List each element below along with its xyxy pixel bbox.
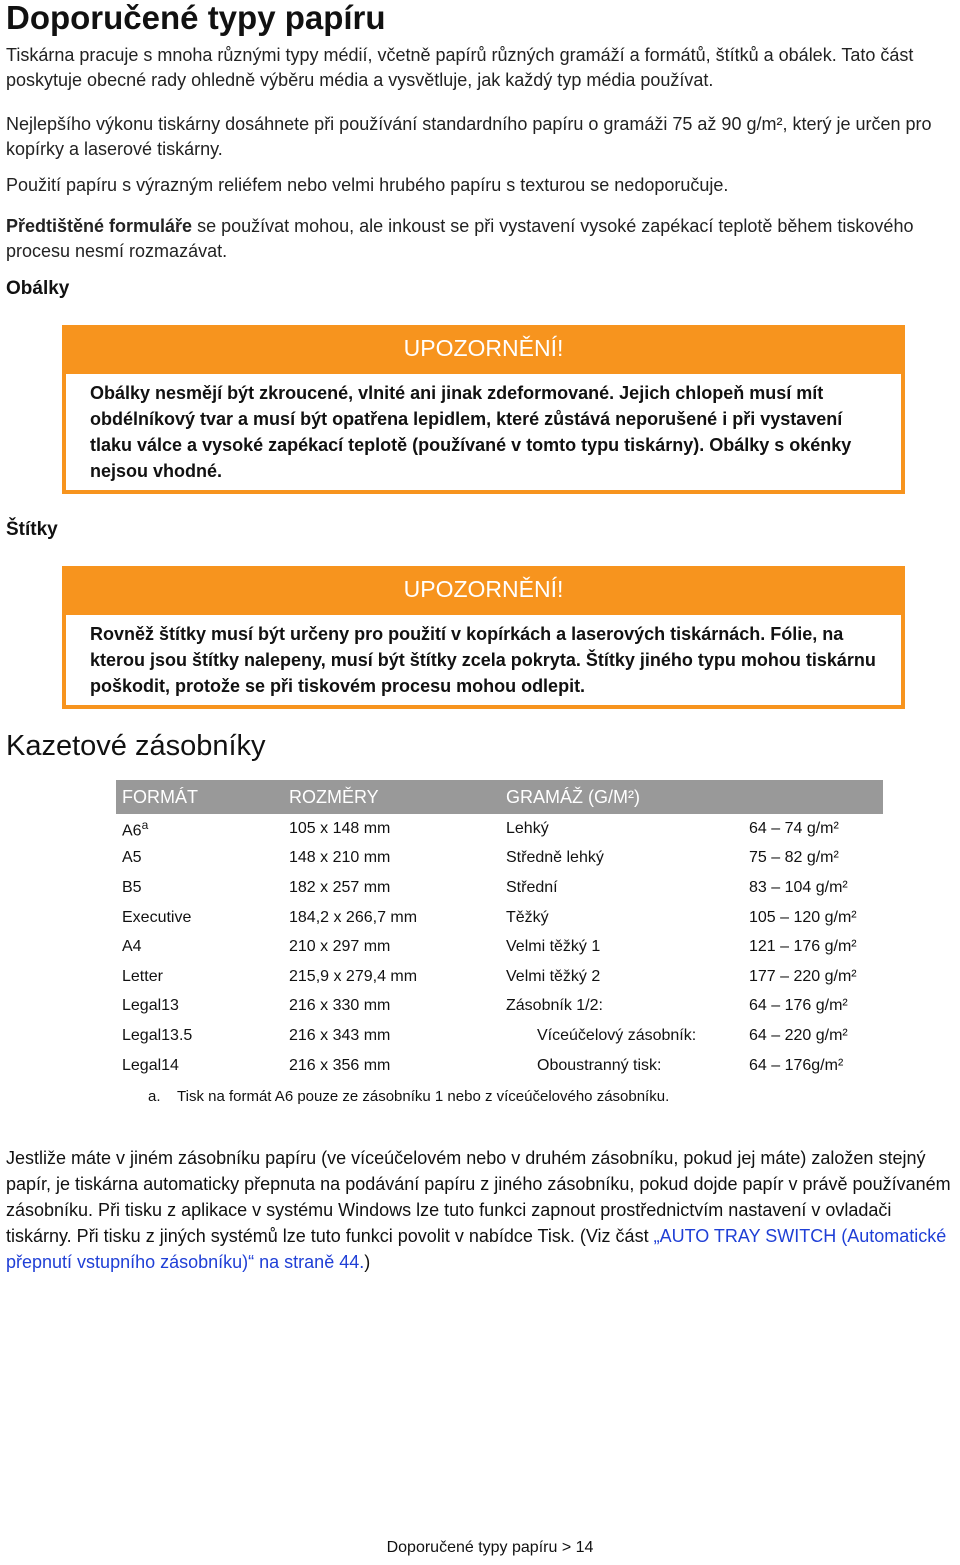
tray-table-header-row: [116, 780, 883, 814]
size-cell: 148 x 210 mm: [289, 849, 391, 867]
header-weight: GRAMÁŽ (G/M²): [500, 780, 743, 814]
size-cell: 215,9 x 279,4 mm: [289, 967, 418, 985]
page-title: Doporučené typy papíru: [6, 0, 386, 36]
format-cell: Executive: [122, 908, 192, 926]
auto-tray-switch-text: Jestliže máte v jiném zásobníku papíru (ve víceúčelovém nebo v druhém zásobníku, pokud jej máte) založen stejný papír, je tiskárna automaticky přepnuta na podávání papíru z jiného zásobníku, pokud dojde papír v právě používaném zásobníku. Při tisku z aplikace v systému Windows lze tuto funkci zapnout prostřednictvím nastavení v ovladači tiskárny. Při tisku z jiných systémů lze tuto funkci povolit v nabídce Tisk. (Viz část: [6, 1148, 951, 1246]
trays-heading: Kazetové zásobníky: [6, 730, 266, 762]
preprinted-forms-text: se používat mohou, ale inkoust se při vystavení vysoké zapékací teplotě během tiskového procesu nesmí rozmazávat.: [6, 216, 914, 261]
header-dimensions: ROZMĚRY: [283, 780, 500, 814]
weight-cell: Střední: [506, 878, 558, 896]
tray-table: [116, 780, 883, 1080]
table-footnote: [148, 1088, 669, 1105]
format-cell: A4: [122, 938, 142, 956]
footnote-marker: a: [141, 817, 149, 832]
format-cell: A6$^a$: [122, 817, 149, 839]
labels-warning-text: Rovněž štítky musí být určeny pro použití v kopírkách a laserových tiskárnách. Fólie, na kterou jsou štítky nalepeny, musí být štítky zcela pokryta. Štítky jiného typu mohou tiskárnu poškodit, protože se při tiskovém procesu mohou odlepit.: [90, 624, 876, 696]
weight-cell: Těžký: [506, 908, 549, 926]
weight-cell: Středně lehký: [506, 849, 604, 867]
auto-tray-switch-tail: ): [364, 1252, 371, 1272]
envelopes-warning-title: UPOZORNĚNÍ!: [403, 335, 564, 361]
table-row: [116, 1051, 883, 1081]
table-row: [116, 873, 883, 903]
table-row: [116, 932, 883, 962]
weight-cell: Víceúčelový zásobník:: [537, 1026, 697, 1044]
weight-cell: Velmi těžký 1: [506, 938, 601, 956]
size-cell: 182 x 257 mm: [289, 878, 391, 896]
labels-warning-title: UPOZORNĚNÍ!: [403, 576, 564, 602]
size-cell: 216 x 330 mm: [289, 997, 391, 1015]
range-cell: 121 – 176 g/m²: [749, 938, 857, 956]
format-cell: Legal13: [122, 997, 179, 1015]
footnote-label: a.: [148, 1088, 161, 1105]
weight-cell: Velmi těžký 2: [506, 967, 601, 985]
labels-warning-box: [62, 566, 905, 709]
range-cell: 75 – 82 g/m²: [749, 849, 839, 867]
weight-cell: Oboustranný tisk:: [537, 1056, 662, 1074]
size-cell: 184,2 x 266,7 mm: [289, 908, 418, 926]
envelopes-warning-content: [66, 374, 901, 490]
preprinted-forms-term: Předtištěné formuláře: [6, 216, 193, 236]
format-cell: A5: [122, 849, 142, 867]
envelopes-warning-text: Obálky nesmějí být zkroucené, vlnité ani jinak zdeformované. Jejich chlopeň musí mít obdélníkový tvar a musí být opatřena lepidlem, které zůstává neporušené i při vystavení tlaku válce a vysoké zapékací teplotě (používané v tomto typu tiskárny). Obálky s okénky nejsou vhodné.: [90, 383, 852, 481]
labels-warning-content: [66, 615, 901, 705]
header-range: [743, 780, 883, 814]
size-cell: 105 x 148 mm: [289, 819, 391, 837]
table-row: [116, 992, 883, 1022]
table-row: [116, 814, 883, 844]
best-performance-paragraph: Nejlepšího výkonu tiskárny dosáhnete při používání standardního papíru o gramáži 75 až 90 g/m², který je určen pro kopírky a laserové tiskárny.: [6, 114, 932, 159]
auto-tray-switch-link[interactable]: „AUTO TRAY SWITCH (Automatické přepnutí vstupního zásobníku)“ na straně 44.: [6, 1226, 947, 1272]
format-cell: Legal14: [122, 1056, 179, 1074]
weight-cell: Zásobník 1/2:: [506, 997, 603, 1015]
range-cell: 64 – 176g/m²: [749, 1056, 844, 1074]
size-cell: 216 x 343 mm: [289, 1026, 391, 1044]
format-cell: Legal13.5: [122, 1026, 193, 1044]
intro-paragraph: Tiskárna pracuje s mnoha různými typy médií, včetně papírů různých gramáží a formátů, štítků a obálek. Tato část poskytuje obecné rady ohledně výběru média a vysvětluje, jak každý typ média používat.: [6, 45, 914, 90]
page-footer: Doporučené typy papíru > 14: [386, 1539, 594, 1556]
range-cell: 83 – 104 g/m²: [749, 878, 848, 896]
size-cell: 216 x 356 mm: [289, 1056, 391, 1074]
auto-tray-switch-paragraph: [6, 1145, 951, 1275]
table-row: [116, 844, 883, 874]
table-row: [116, 1021, 883, 1051]
range-cell: 64 – 220 g/m²: [749, 1026, 848, 1044]
size-cell: 210 x 297 mm: [289, 938, 391, 956]
preprinted-forms-paragraph: [6, 214, 946, 264]
relief-paper-paragraph: Použití papíru s výrazným reliéfem nebo velmi hrubého papíru s texturou se nedoporučuje.: [6, 175, 729, 195]
envelopes-heading: Obálky: [6, 278, 70, 299]
range-cell: 64 – 176 g/m²: [749, 997, 848, 1015]
format-cell: B5: [122, 878, 142, 896]
weight-cell: Lehký: [506, 819, 549, 837]
range-cell: 105 – 120 g/m²: [749, 908, 857, 926]
table-row: [116, 962, 883, 992]
header-format: FORMÁT: [116, 780, 283, 814]
range-cell: 64 – 74 g/m²: [749, 819, 839, 837]
footnote-text: Tisk na formát A6 pouze ze zásobníku 1 nebo z víceúčelového zásobníku.: [177, 1088, 670, 1105]
table-row: [116, 903, 883, 933]
format-cell: Letter: [122, 967, 163, 985]
range-cell: 177 – 220 g/m²: [749, 967, 857, 985]
envelopes-warning-box: [62, 325, 905, 494]
labels-heading: Štítky: [6, 519, 58, 540]
